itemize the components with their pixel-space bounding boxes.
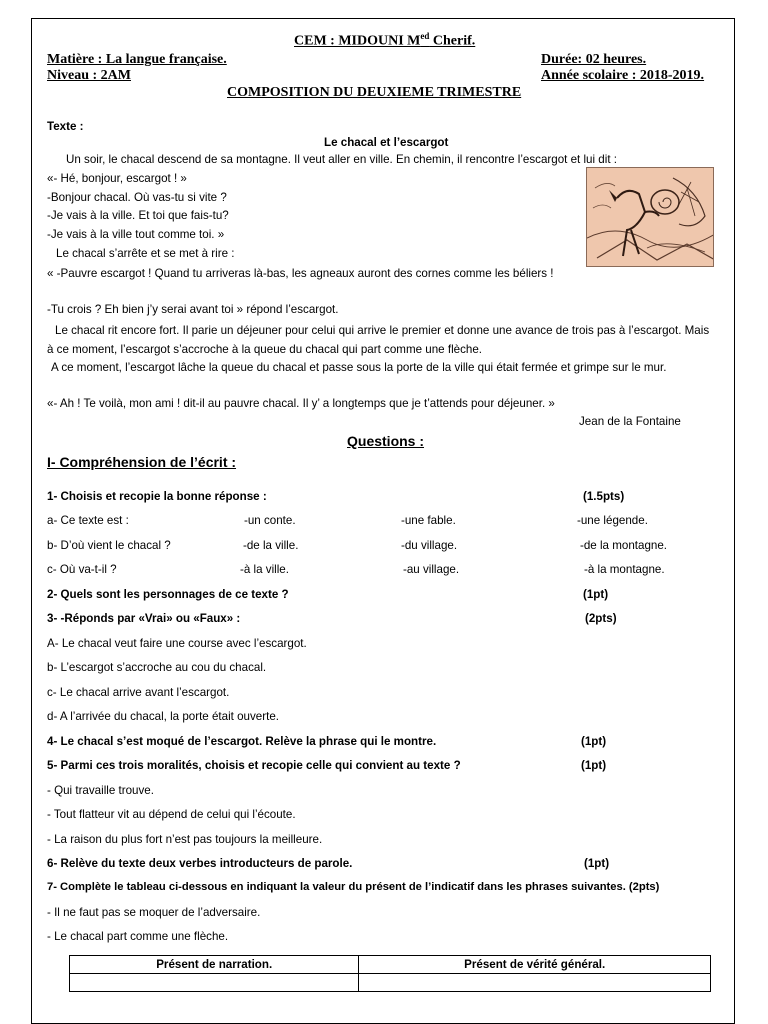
q1-option: -à la montagne. <box>584 563 665 576</box>
table-header-row <box>70 956 711 974</box>
q1-option: -un conte. <box>244 514 296 527</box>
text-line-8: -Tu crois ? Eh bien j’y serai avant toi » répond l’escargot. <box>47 303 339 316</box>
text-line-2: «- Hé, bonjour, escargot ! » <box>47 172 187 185</box>
present-value-table <box>69 955 711 992</box>
questions-title: Questions : <box>347 433 425 449</box>
school-name: CEM : MIDOUNI $M^{ed}$ Cherif. <box>294 31 476 49</box>
text-line-1: Un soir, le chacal descend de sa montagne. Il veut aller en ville. En chemin, il rencontre l’escargot et lui dit : <box>66 153 617 166</box>
text-line-4: -Je vais à la ville. Et toi que fais-tu? <box>47 209 229 222</box>
q1-option: -une légende. <box>577 514 648 527</box>
q4-points: (1pt) <box>581 735 607 748</box>
q3-item: c- Le chacal arrive avant l’escargot. <box>47 686 230 699</box>
q3-item: b- L’escargot s’accroche au cou du chacal. <box>47 661 267 674</box>
section-comprehension-title: I- Compréhension de l’écrit : <box>47 454 237 470</box>
text-line-5: -Je vais à la ville tout comme toi. » <box>47 228 225 241</box>
author: Jean de la Fontaine <box>579 415 681 428</box>
q2-points: (1pt) <box>583 588 609 601</box>
text-line-11: «- Ah ! Te voilà, mon ami ! dit-il au pauvre chacal. Il y’ a longtemps que je t’attends pour déjeuner. » <box>47 397 555 410</box>
q1-option: -du village. <box>401 539 458 552</box>
q1-option: -une fable. <box>401 514 456 527</box>
q7-label: 7- Complète le tableau ci-dessous en indiquant la valeur du présent de l’indicatif dans les phrases suivantes. (2pts) <box>47 881 660 893</box>
school-year-label: Année scolaire : 2018-2019. <box>541 68 705 83</box>
q7-item: - Le chacal part comme une flèche. <box>47 930 229 943</box>
text-line-7: « -Pauvre escargot ! Quand tu arriveras là-bas, les agneaux auront des cornes comme les béliers ! <box>47 267 554 280</box>
exam-title: COMPOSITION DU DEUXIEME TRIMESTRE <box>227 85 522 100</box>
q7-item: - Il ne faut pas se moquer de l’adversaire. <box>47 906 261 919</box>
q5-item: - Tout flatteur vit au dépend de celui qui l’écoute. <box>47 808 296 821</box>
q5-item: - La raison du plus fort n’est pas toujours la meilleure. <box>47 833 323 846</box>
q5-points: (1pt) <box>581 759 607 772</box>
q2-label: 2- Quels sont les personnages de ce texte ? <box>47 588 289 601</box>
q3-label: 3- -Réponds par «Vrai» ou «Faux» : <box>47 612 241 625</box>
q5-label: 5- Parmi ces trois moralités, choisis et recopie celle qui convient au texte ? <box>47 759 461 772</box>
q1-option: -de la ville. <box>243 539 299 552</box>
q1-stem: c- Où va-t-il ? <box>47 563 117 576</box>
duration-label: Durée: 02 heures. <box>541 52 647 67</box>
text-line-6: Le chacal s’arrête et se met à rire : <box>56 247 235 260</box>
q1-option: -à la ville. <box>240 563 289 576</box>
answer-cell-narration[interactable] <box>70 974 359 992</box>
q1-stem: b- D’où vient le chacal ? <box>47 539 171 552</box>
exam-sheet <box>31 18 735 1024</box>
table-row <box>70 974 711 992</box>
q4-label: 4- Le chacal s’est moqué de l’escargot. Relève la phrase qui le montre. <box>47 735 437 748</box>
text-label: Texte : <box>47 120 84 133</box>
text-title: Le chacal et l’escargot <box>324 136 449 149</box>
table-header-general-truth: Présent de vérité général. <box>359 956 711 974</box>
text-line-9: Le chacal rit encore fort. Il parie un déjeuner pour celui qui arrive le premier et donne une avance de trois pas à l’escargot. Mais à ce moment, l’escargot s’accroche à la queue du chacal qui part comme une flèche. <box>47 324 710 356</box>
text-line-3: -Bonjour chacal. Où vas-tu si vite ? <box>47 191 227 204</box>
q6-points: (1pt) <box>584 857 610 870</box>
fable-illustration <box>586 167 714 267</box>
table-header-narration: Présent de narration. <box>70 956 359 974</box>
text-line-10: A ce moment, l’escargot lâche la queue du chacal et passe sous la porte de la ville qui était fermée et grimpe sur le mur. <box>51 361 667 374</box>
answer-cell-general-truth[interactable] <box>359 974 711 992</box>
subject-label: Matière : La langue française. <box>47 52 227 67</box>
level-label: Niveau : 2AM <box>47 68 131 83</box>
q1-option: -au village. <box>403 563 460 576</box>
q5-item: - Qui travaille trouve. <box>47 784 154 797</box>
q3-item: A- Le chacal veut faire une course avec l’escargot. <box>47 637 307 650</box>
q1-option: -de la montagne. <box>580 539 668 552</box>
q3-points: (2pts) <box>585 612 617 625</box>
q1-points: (1.5pts) <box>583 490 625 503</box>
q1-stem: a- Ce texte est : <box>47 514 129 527</box>
q1-label: 1- Choisis et recopie la bonne réponse : <box>47 490 267 503</box>
q3-item: d- A l’arrivée du chacal, la porte était ouverte. <box>47 710 280 723</box>
q6-label: 6- Relève du texte deux verbes introducteurs de parole. <box>47 857 353 870</box>
